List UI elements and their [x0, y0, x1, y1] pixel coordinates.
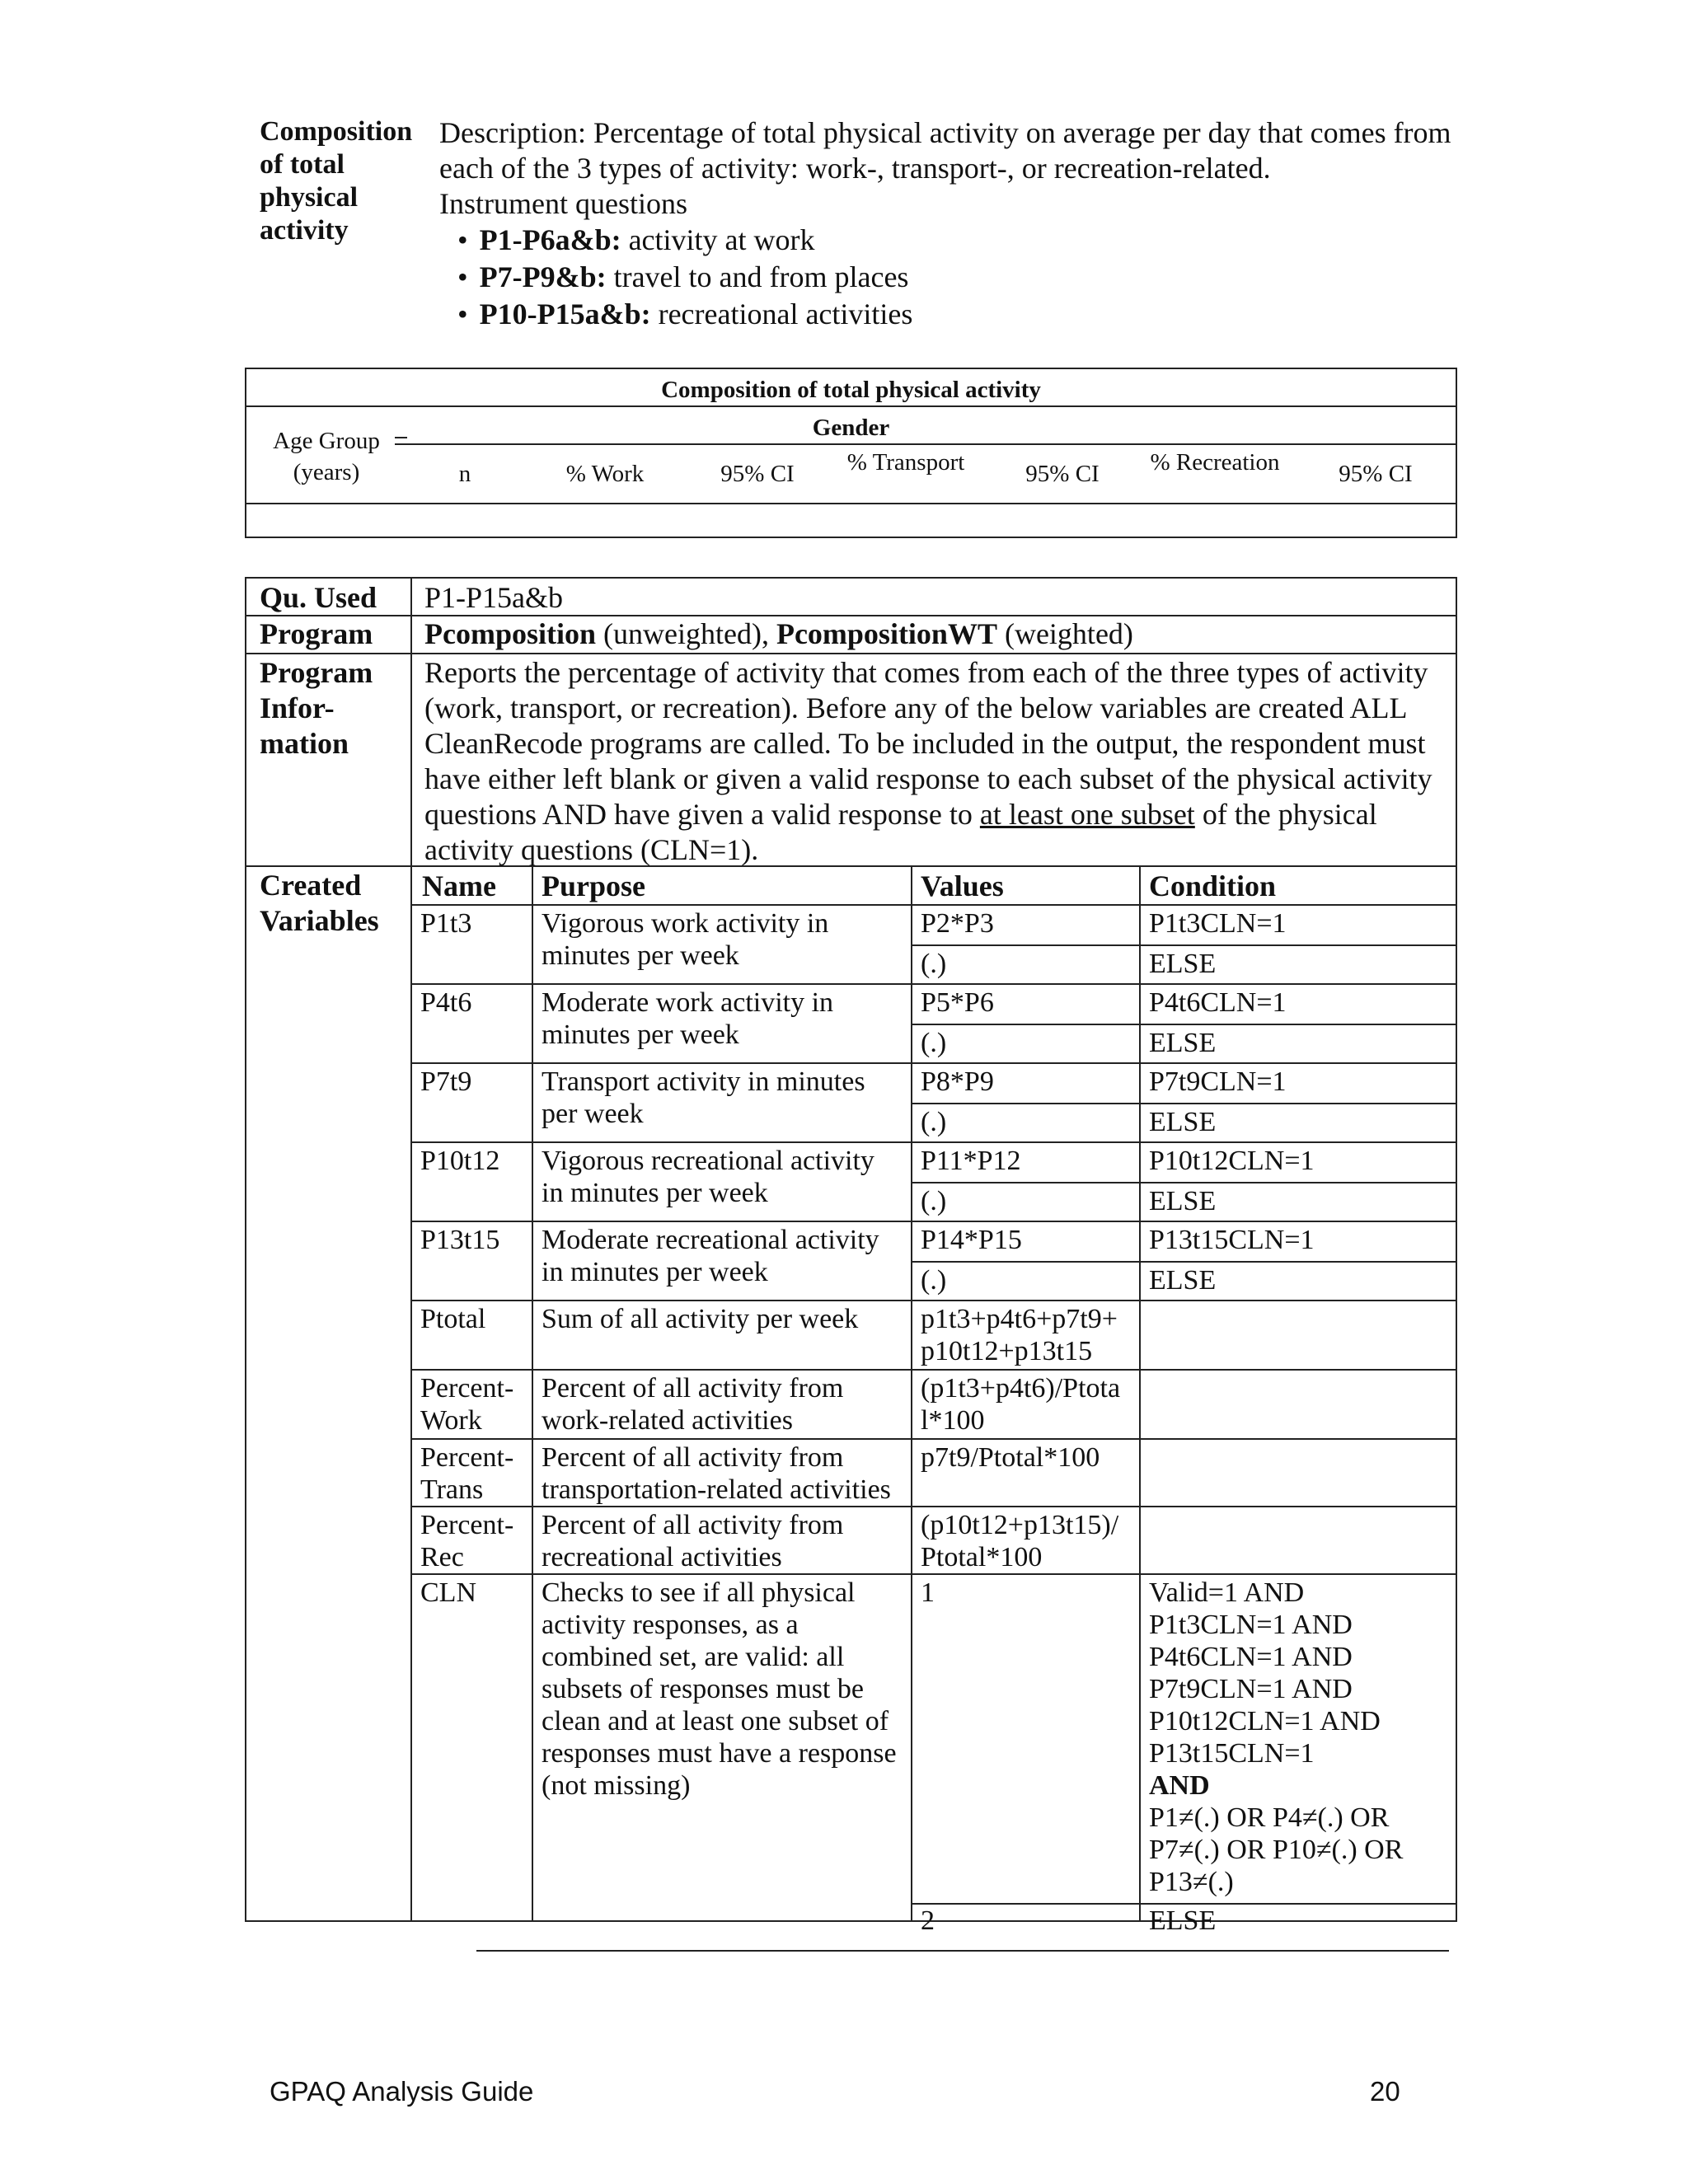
variable-purpose: Sum of all activity per week [542, 1304, 859, 1334]
variable-condition: P4t6CLN=1 [1149, 987, 1287, 1018]
variable-condition: ELSE [1149, 1028, 1217, 1058]
question-text: recreational activities [650, 298, 913, 330]
section-description [439, 115, 1470, 333]
variable-condition: ELSE [1149, 1186, 1217, 1216]
col-header-values: Values [921, 869, 1004, 902]
variable-name: P4t6 [420, 987, 472, 1018]
page-number: 20 [1370, 2076, 1400, 2107]
composition-table [245, 368, 1457, 538]
variable-purpose: Checks to see if all physical activity responses, as a combined set, are valid: all subsets of responses must be clean and at least one subset of responses must have a response (not missing) [542, 1577, 897, 1801]
question-bullet [457, 259, 1470, 296]
variable-name: P7t9 [420, 1066, 472, 1097]
program-info-end: of the physical activity questions (CLN=1). [424, 798, 1377, 866]
variable-condition: ELSE [1149, 1265, 1217, 1296]
program-text: (weighted) [996, 617, 1133, 650]
variable-condition: ELSE [1149, 949, 1217, 979]
variable-purpose: Vigorous recreational activity in minutes per week [542, 1146, 874, 1208]
program-info-label: Program Infor- mation [260, 656, 373, 760]
variable-value: 1 [921, 1577, 935, 1608]
section-label: Composition of total physical activity [260, 116, 413, 246]
variable-condition: P10t12CLN=1 [1149, 1146, 1315, 1176]
question-text: travel to and from places [606, 260, 909, 293]
col-work: % Work [565, 461, 645, 487]
variable-value: P11*P12 [921, 1146, 1021, 1176]
variable-purpose: Moderate work activity in minutes per week [542, 987, 834, 1050]
variable-name: P13t15 [420, 1225, 500, 1255]
variable-purpose: Moderate recreational activity in minutes per week [542, 1225, 879, 1287]
qu-used-label: Qu. Used [260, 581, 377, 614]
variable-condition: ELSE [1149, 1905, 1217, 1936]
question-text: activity at work [621, 223, 815, 256]
variable-condition: P1t3CLN=1 [1149, 908, 1287, 939]
col-header-name: Name [422, 869, 496, 902]
variable-value: (.) [921, 1107, 947, 1137]
condition-and: AND [1149, 1770, 1210, 1801]
variable-purpose: Percent of all activity from transportation-related activities [542, 1442, 891, 1505]
description-text: Description: Percentage of total physical activity on average per day that comes from each of the 3 types of activity: work-, transport-, or recreation-related. [439, 116, 1451, 185]
variable-condition: P13t15CLN=1 [1149, 1225, 1315, 1255]
condition-extra: P1≠(.) OR P4≠(.) OR P7≠(.) OR P10≠(.) OR P13≠(.) [1149, 1802, 1404, 1897]
variable-purpose: Percent of all activity from recreational activities [542, 1510, 844, 1572]
variable-condition: P7t9CLN=1 [1149, 1066, 1287, 1097]
program-info-text [424, 655, 1447, 868]
footer-title: GPAQ Analysis Guide [270, 2076, 534, 2107]
variable-value: (p10t12+p13t15)/ Ptotal*100 [921, 1510, 1119, 1572]
condition-text: Valid=1 AND P1t3CLN=1 AND P4t6CLN=1 AND P7t9CLN=1 AND P10t12CLN=1 AND P13t15CLN=1 [1149, 1577, 1381, 1769]
age-group-header: Age Group (years) [273, 428, 380, 485]
variable-name: CLN [420, 1577, 476, 1608]
question-code: P1-P6a&b: [479, 223, 621, 256]
variable-purpose: Vigorous work activity in minutes per week [542, 908, 829, 971]
col-header-purpose: Purpose [542, 869, 645, 902]
variable-name: Percent- Trans [420, 1442, 514, 1505]
variable-name: Percent- Work [420, 1373, 514, 1436]
composition-table-title: Composition of total physical activity [661, 377, 1041, 403]
footer-rule [476, 1950, 1449, 1952]
variable-name: Percent- Rec [420, 1510, 514, 1572]
variable-value: p7t9/Ptotal*100 [921, 1442, 1100, 1473]
variable-value: (p1t3+p4t6)/Ptota l*100 [921, 1373, 1121, 1436]
col-n: n [458, 461, 471, 487]
program-info-body: Reports the percentage of activity that comes from each of the three types of activity (work, transport, or recreation). Before any of the below variables are created ALL CleanRecode programs are called. To be included in the output, the respondent must have either left blank or given a valid response to each subset of the physical activity questions AND have given a valid response to [424, 656, 1432, 831]
program-text: (unweighted), [596, 617, 776, 650]
question-bullet [457, 296, 1470, 333]
created-variables-label: Created Variables [260, 869, 379, 937]
variable-condition [1149, 1577, 1442, 1898]
col-ci-recreation: 95% CI [1339, 461, 1413, 487]
col-recreation: % Recreation [1150, 449, 1280, 476]
variable-value: (.) [921, 1028, 947, 1058]
variable-value: (.) [921, 949, 947, 979]
program-label: Program [260, 617, 373, 650]
variable-purpose: Percent of all activity from work-related activities [542, 1373, 844, 1436]
variable-condition: ELSE [1149, 1107, 1217, 1137]
instrument-question-list [439, 222, 1470, 333]
col-header-condition: Condition [1149, 869, 1277, 902]
variable-name: P1t3 [420, 908, 472, 939]
program-info-underlined: at least one subset [979, 798, 1195, 831]
qu-used-value: P1-P15a&b [424, 581, 564, 614]
question-bullet [457, 222, 1470, 259]
variable-value: P5*P6 [921, 987, 994, 1018]
program-name-weighted: PcompositionWT [776, 617, 997, 650]
variable-value: P14*P15 [921, 1225, 1022, 1255]
program-table [245, 577, 1457, 1936]
variable-value: 2 [921, 1905, 935, 1936]
variable-value: (.) [921, 1265, 947, 1296]
question-code: P7-P9&b: [479, 260, 607, 293]
instrument-questions-label: Instrument questions [439, 187, 687, 220]
variable-value: P2*P3 [921, 908, 994, 939]
variable-name: P10t12 [420, 1146, 500, 1176]
gender-header: Gender [812, 415, 890, 441]
variable-value: (.) [921, 1186, 947, 1216]
col-ci-transport: 95% CI [1025, 461, 1100, 487]
variable-name: Ptotal [420, 1304, 486, 1334]
col-transport: % Transport [846, 449, 965, 476]
variable-purpose: Transport activity in minutes per week [542, 1066, 865, 1129]
question-code: P10-P15a&b: [479, 298, 651, 330]
program-value [424, 616, 1133, 652]
variable-value: P8*P9 [921, 1066, 994, 1097]
col-ci-work: 95% CI [720, 461, 795, 487]
variable-value: p1t3+p4t6+p7t9+ p10t12+p13t15 [921, 1304, 1118, 1366]
program-name-unweighted: Pcomposition [424, 617, 597, 650]
